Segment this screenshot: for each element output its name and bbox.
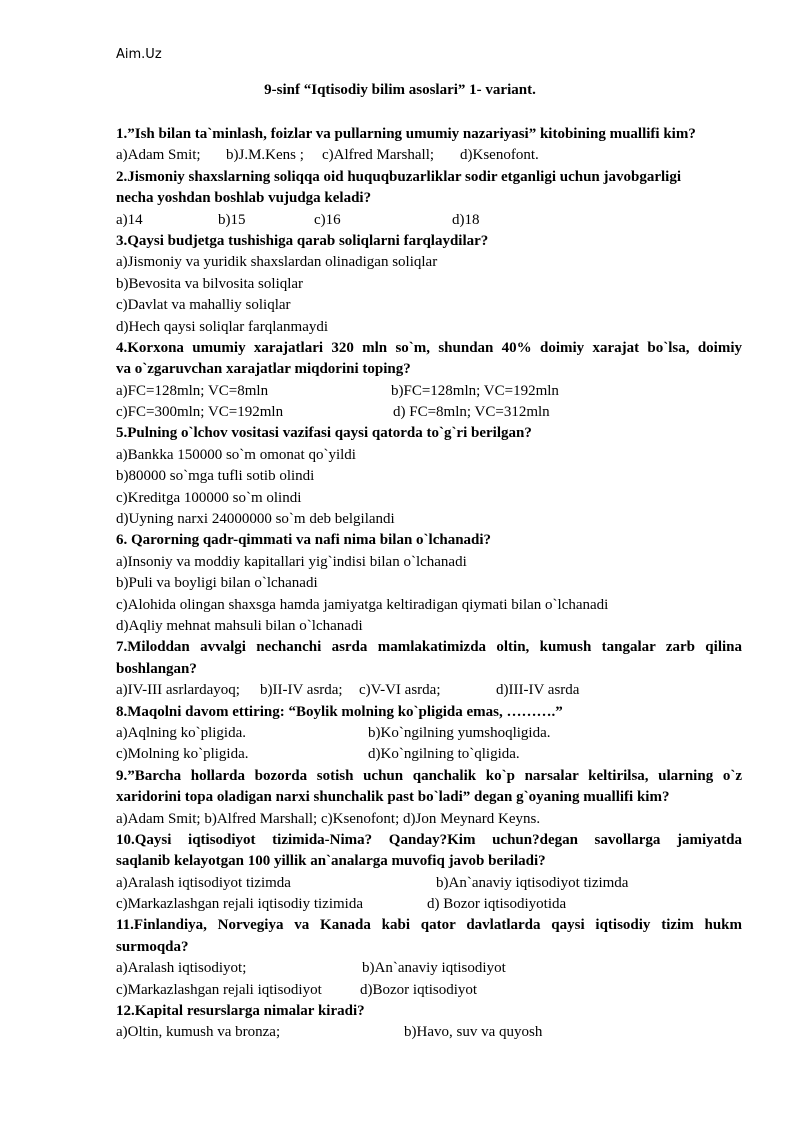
option-d: d)Uyning narxi 24000000 so`m deb belgilandi: [116, 511, 395, 528]
option-c: c)Markazlashgan rejali iqtisodiyot: [116, 981, 322, 998]
question-text: 4.Korxona umumiy xarajatlari 320 mln so`m, shundan 40% doimiy xarajat bo`lsa, doimiy: [116, 339, 742, 356]
question-text: 3.Qaysi budjetga tushishiga qarab soliqlarni farqlaydilar?: [116, 232, 489, 249]
answer-row: [116, 894, 742, 915]
question-text: necha yoshdan boshlab vujudga keladi?: [116, 190, 372, 207]
option-d: d)Aqliy mehnat mahsuli bilan o`lchanadi: [116, 617, 363, 634]
question-text: surmoqda?: [116, 938, 189, 955]
question-text: 6. Qarorning qadr-qimmati va nafi nima bilan o`lchanadi?: [116, 532, 492, 549]
question-7: [116, 637, 742, 701]
question-text: boshlangan?: [116, 660, 197, 677]
option-a: a)Jismoniy va yuridik shaxslardan olinadigan soliqlar: [116, 254, 438, 271]
option-c: c)Davlat va mahalliy soliqlar: [116, 297, 291, 314]
option-b: b)An`anaviy iqtisodiyot: [362, 960, 506, 977]
question-6: [116, 530, 742, 637]
option-d: d) FC=8mln; VC=312mln: [393, 404, 550, 421]
site-watermark: Aim.Uz: [116, 47, 162, 62]
answer-row: [116, 958, 742, 979]
option-c: c)Alohida olingan shaxsga hamda jamiyatga keltiradigan qiymati bilan o`lchanadi: [116, 596, 609, 613]
answer-row: [116, 723, 742, 744]
option-a: a)Aqlning ko`pligida.: [116, 724, 246, 741]
option-b: b)Bevosita va bilvosita soliqlar: [116, 275, 304, 292]
option-a: a)FC=128mln; VC=8mln: [116, 382, 269, 399]
question-text: xaridorini topa oladigan narxi shunchalik past bo`ladi” degan g`oyaning muallifi kim?: [116, 789, 670, 806]
option-d: d)Hech qaysi soliqlar farqlanmaydi: [116, 318, 329, 335]
answer-row: [116, 1022, 742, 1043]
question-11: [116, 915, 742, 1001]
answer-options: a)Adam Smit; b)Alfred Marshall; c)Ksenofont; d)Jon Meynard Keyns.: [116, 810, 541, 827]
question-text: saqlanib kelayotgan 100 yillik an`analarga muvofiq javob beriladi?: [116, 853, 546, 870]
question-text: 11.Finlandiya, Norvegiya va Kanada kabi qator davlatlarda qaysi iqtisodiy tizim hukm: [116, 917, 742, 934]
option-a: a)Insoniy va moddiy kapitallari yig`indisi bilan o`lchanadi: [116, 553, 467, 570]
answer-row: [116, 210, 742, 231]
option-d: d)Ko`ngilning to`qligida.: [368, 746, 520, 763]
option-a: a)Oltin, kumush va bronza;: [116, 1024, 281, 1041]
question-text: 1.”Ish bilan ta`minlash, foizlar va pullarning umumiy nazariyasi” kitobining muallifi kim?: [116, 126, 696, 142]
option-c: c)V-VI asrda;: [359, 682, 441, 699]
option-c: c)16: [314, 211, 341, 228]
option-b: b)An`anaviy iqtisodiyot tizimda: [436, 874, 629, 891]
option-c: c)FC=300mln; VC=192mln: [116, 404, 284, 421]
option-b: b)Ko`ngilning yumshoqligida.: [368, 724, 551, 741]
question-5: [116, 423, 742, 530]
answer-row: [116, 381, 742, 402]
option-c: c)Kreditga 100000 so`m olindi: [116, 489, 302, 506]
question-3: [116, 231, 742, 338]
option-b: b)FC=128mln; VC=192mln: [391, 382, 559, 399]
option-d: d)Bozor iqtisodiyot: [360, 981, 478, 998]
question-text: 7.Miloddan avvalgi nechanchi asrda mamlakatimizda oltin, kumush tangalar zarb qilina: [116, 639, 742, 656]
question-1: [116, 124, 742, 167]
option-b: b)J.M.Kens ;: [226, 147, 304, 164]
question-8: [116, 702, 742, 766]
option-a: a)Bankka 150000 so`m omonat qo`yildi: [116, 446, 356, 463]
option-c: c)Markazlashgan rejali iqtisodiy tizimida: [116, 896, 364, 913]
option-b: b)Puli va boyligi bilan o`lchanadi: [116, 575, 318, 592]
answer-row: [116, 744, 742, 765]
option-d: d)18: [452, 211, 480, 228]
question-text: 12.Kapital resurslarga nimalar kiradi?: [116, 1003, 365, 1020]
option-d: d) Bozor iqtisodiyotida: [427, 896, 567, 913]
answer-row: [116, 873, 742, 894]
test-questions: [116, 124, 742, 1044]
option-a: a)Aralash iqtisodiyot tizimda: [116, 874, 291, 891]
option-c: c)Molning ko`pligida.: [116, 746, 249, 763]
option-a: a)Aralash iqtisodiyot;: [116, 960, 247, 977]
answer-row: [116, 680, 742, 701]
answer-row: [116, 402, 742, 423]
option-d: d)III-IV asrda: [496, 682, 580, 699]
option-a: a)IV-III asrlardayoq;: [116, 682, 240, 699]
question-text: 8.Maqolni davom ettiring: “Boylik molning ko`pligida emas, ……….”: [116, 703, 563, 720]
option-a: a)Adam Smit;: [116, 147, 201, 164]
option-b: b)15: [218, 211, 246, 228]
question-text: 2.Jismoniy shaxslarning soliqqa oid huquqbuzarliklar sodir etganligi uchun javobgarligi: [116, 168, 682, 185]
question-2: [116, 167, 742, 231]
option-b: b)80000 so`mga tufli sotib olindi: [116, 468, 315, 485]
question-9: [116, 766, 742, 830]
option-a: a)14: [116, 211, 143, 228]
question-10: [116, 830, 742, 916]
page-title: 9-sinf “Iqtisodiy bilim asoslari” 1- variant.: [264, 82, 536, 98]
option-b: b)Havo, suv va quyosh: [404, 1024, 543, 1041]
answer-row: [116, 145, 742, 166]
question-text: 5.Pulning o`lchov vositasi vazifasi qaysi qatorda to`g`ri berilgan?: [116, 425, 532, 442]
question-text: va o`zgaruvchan xarajatlar miqdorini toping?: [116, 361, 411, 378]
option-d: d)Ksenofont.: [460, 147, 539, 164]
question-text: 10.Qaysi iqtisodiyot tizimida-Nima? Qanday?Kim uchun?degan savollarga jamiyatda: [116, 831, 742, 848]
answer-row: [116, 980, 742, 1001]
question-12: [116, 1001, 742, 1044]
question-text: 9.”Barcha hollarda bozorda sotish uchun qanchalik ko`p narsalar keltirilsa, ularning o`z: [116, 767, 742, 784]
option-c: c)Alfred Marshall;: [322, 147, 435, 164]
question-4: [116, 338, 742, 424]
option-b: b)II-IV asrda;: [260, 682, 343, 699]
